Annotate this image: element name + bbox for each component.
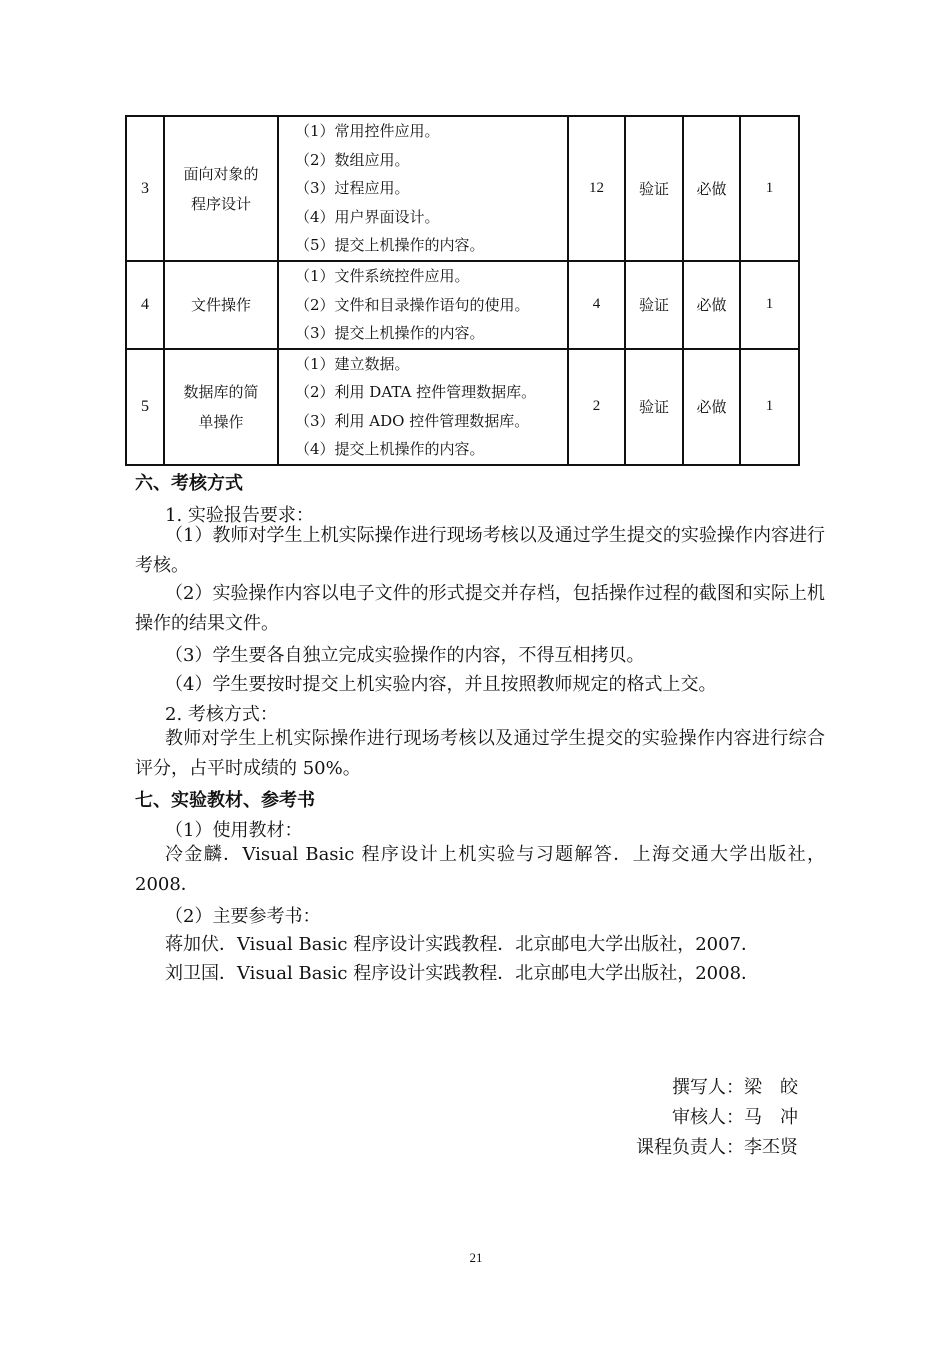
cell-experiment-name: [164, 261, 278, 349]
cell-requirement: 必做: [683, 261, 740, 349]
cell-experiment-name: [164, 349, 278, 465]
table-row: [126, 349, 799, 465]
signature-owner: 课程负责人：李丕贤: [636, 1137, 798, 1158]
cell-hours: 4: [568, 261, 625, 349]
content-item: （2）利用 DATA 控件管理数据库。: [295, 383, 537, 401]
cell-requirement: 必做: [683, 349, 740, 465]
cell-number: 4: [126, 261, 164, 349]
cell-hours: 12: [568, 116, 625, 261]
cell-experiment-name: [164, 116, 278, 261]
section-6-sub1: 1. 实验报告要求：: [165, 505, 314, 526]
cell-group: 1: [740, 116, 799, 261]
section-7-ref2: 刘卫国．Visual Basic 程序设计实践教程．北京邮电大学出版社，2008．: [165, 963, 760, 984]
content-item: （4）用户界面设计。: [295, 207, 440, 226]
section-7-ref1: 蒋加伏．Visual Basic 程序设计实践教程．北京邮电大学出版社，2007．: [165, 934, 760, 955]
section-6-p4: （4）学生要按时提交上机实验内容，并且按照教师规定的格式上交。: [165, 674, 717, 695]
content-item: （3）过程应用。: [295, 179, 410, 198]
cell-type: 验证: [625, 349, 683, 465]
page-number: 21: [469, 1250, 483, 1265]
cell-type: 验证: [625, 116, 683, 261]
cell-number: 3: [126, 116, 164, 261]
experiment-table: [125, 115, 800, 466]
signature-author: 撰写人：梁 皎: [672, 1077, 798, 1098]
content-item: （1）建立数据。: [295, 354, 410, 373]
cell-group: 1: [740, 349, 799, 465]
experiment-name-line: 程序设计: [190, 194, 251, 213]
signature-reviewer: 审核人：马 冲: [672, 1107, 798, 1128]
experiment-name-line: 单操作: [198, 412, 244, 431]
experiment-name-line: 数据库的简: [183, 382, 259, 401]
experiment-name-line: 文件操作: [190, 295, 251, 314]
content-item: （1）常用控件应用。: [295, 122, 440, 141]
table-row: [126, 261, 799, 349]
section-6-sub2: 2. 考核方式：: [165, 704, 278, 725]
cell-content: [278, 349, 568, 465]
content-item: （2）数组应用。: [295, 150, 410, 169]
content-item: （2）文件和目录操作语句的使用。: [295, 295, 530, 314]
content-item: （1）文件系统控件应用。: [295, 267, 470, 285]
section-6-heading: 六、考核方式: [135, 473, 243, 494]
content-item: （5）提交上机操作的内容。: [295, 236, 485, 255]
cell-content: [278, 261, 568, 349]
section-6-p5: 教师对学生上机实际操作进行现场考核以及通过学生提交的实验操作内容进行综合评分，占平时成绩的 50%。: [135, 728, 825, 779]
section-6-p3: （3）学生要各自独立完成实验操作的内容，不得互相拷贝。: [165, 645, 645, 666]
section-7-heading: 七、实验教材、参考书: [135, 790, 315, 811]
cell-requirement: 必做: [683, 116, 740, 261]
cell-group: 1: [740, 261, 799, 349]
section-6-p1: （1）教师对学生上机实际操作进行现场考核以及通过学生提交的实验操作内容进行考核。: [135, 525, 825, 576]
section-7-sub1: （1）使用教材：: [165, 820, 303, 841]
cell-content: [278, 116, 568, 261]
content-item: （3）利用 ADO 控件管理数据库。: [295, 411, 530, 430]
experiment-name-line: 面向对象的: [183, 164, 259, 183]
section-7-textbook: 冷金麟．Visual Basic 程序设计上机实验与习题解答．上海交通大学出版社，2008．: [135, 844, 825, 895]
section-7-sub2: （2）主要参考书：: [165, 906, 321, 927]
table-row: [126, 116, 799, 261]
cell-type: 验证: [625, 261, 683, 349]
content-item: （3）提交上机操作的内容。: [295, 324, 485, 342]
section-6-p2: （2）实验操作内容以电子文件的形式提交并存档，包括操作过程的截图和实际上机操作的结果文件。: [135, 583, 825, 634]
cell-number: 5: [126, 349, 164, 465]
cell-hours: 2: [568, 349, 625, 465]
content-item: （4）提交上机操作的内容。: [295, 440, 485, 458]
